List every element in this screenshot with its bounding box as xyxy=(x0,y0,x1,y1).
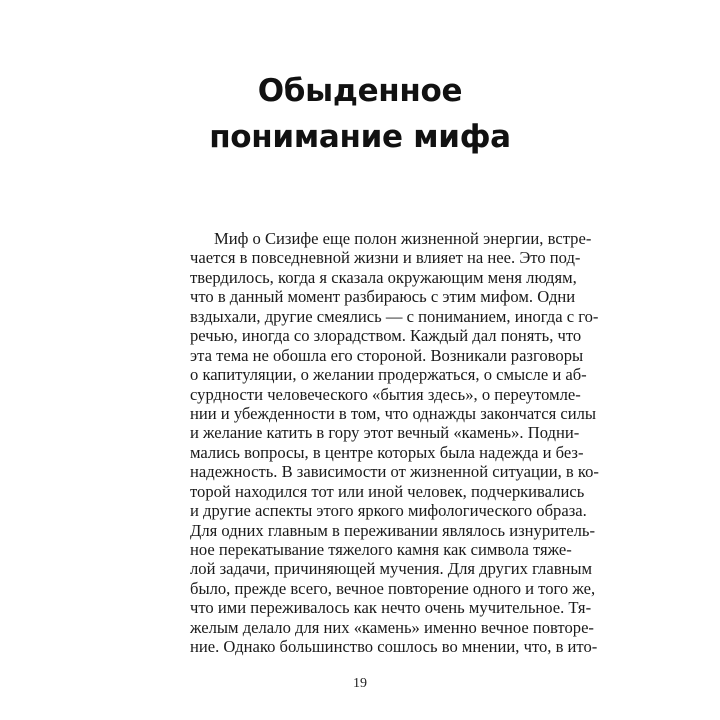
heading-line-1: Обыденное xyxy=(257,73,463,109)
text-line: чается в повседневной жизни и влияет на нее. Это под- xyxy=(190,248,581,268)
text-line: желым делало для них «камень» именно вечное повторе- xyxy=(190,617,594,637)
text-line: торой находился тот или иной человек, подчеркивались xyxy=(190,481,585,501)
text-line: сурдности человеческого «бытия здесь», о переутомле- xyxy=(190,384,581,404)
chapter-heading xyxy=(0,68,720,160)
text-line: нии и убежденности в том, что однажды закончатся силы xyxy=(190,403,597,423)
text-line: и другие аспекты этого яркого мифологического образа. xyxy=(190,501,587,521)
text-line: вздыхали, другие смеялись — с пониманием, иногда с го- xyxy=(190,306,599,326)
page-number: 19 xyxy=(353,676,367,691)
text-line: что в данный момент разбираюсь с этим мифом. Одни xyxy=(190,287,576,307)
text-line: Миф о Сизифе еще полон жизненной энергии, встре- xyxy=(214,229,592,248)
text-line: было, прежде всего, вечное повторение одного и того же, xyxy=(190,578,596,598)
text-line: ние. Однако большинство сошлось во мнении, что, в ито- xyxy=(190,637,598,657)
text-line: мались вопросы, в центре которых была надежда и без- xyxy=(190,442,584,462)
text-line: о капитуляции, о желании продержаться, о смысле и аб- xyxy=(190,365,587,385)
text-line: что ими переживалось как нечто очень мучительное. Тя- xyxy=(190,598,592,618)
text-line: Для одних главным в переживании являлось изнуритель- xyxy=(190,520,595,540)
text-line: надежность. В зависимости от жизненной ситуации, в ко- xyxy=(190,462,599,482)
text-line: речью, иногда со злорадством. Каждый дал понять, что xyxy=(190,326,582,346)
text-line: ное перекатывание тяжелого камня как символа тяже- xyxy=(190,540,572,559)
text-line: лой задачи, причиняющей мучения. Для других главным xyxy=(190,559,593,579)
heading-line-2: понимание мифа xyxy=(209,119,511,155)
text-line: твердилось, когда я сказала окружающим меня людям, xyxy=(190,267,577,287)
text-line: эта тема не обошла его стороной. Возникали разговоры xyxy=(190,345,584,365)
body-paragraph xyxy=(190,229,599,657)
text-line: и желание катить в гору этот вечный «камень». Подни- xyxy=(190,423,580,443)
